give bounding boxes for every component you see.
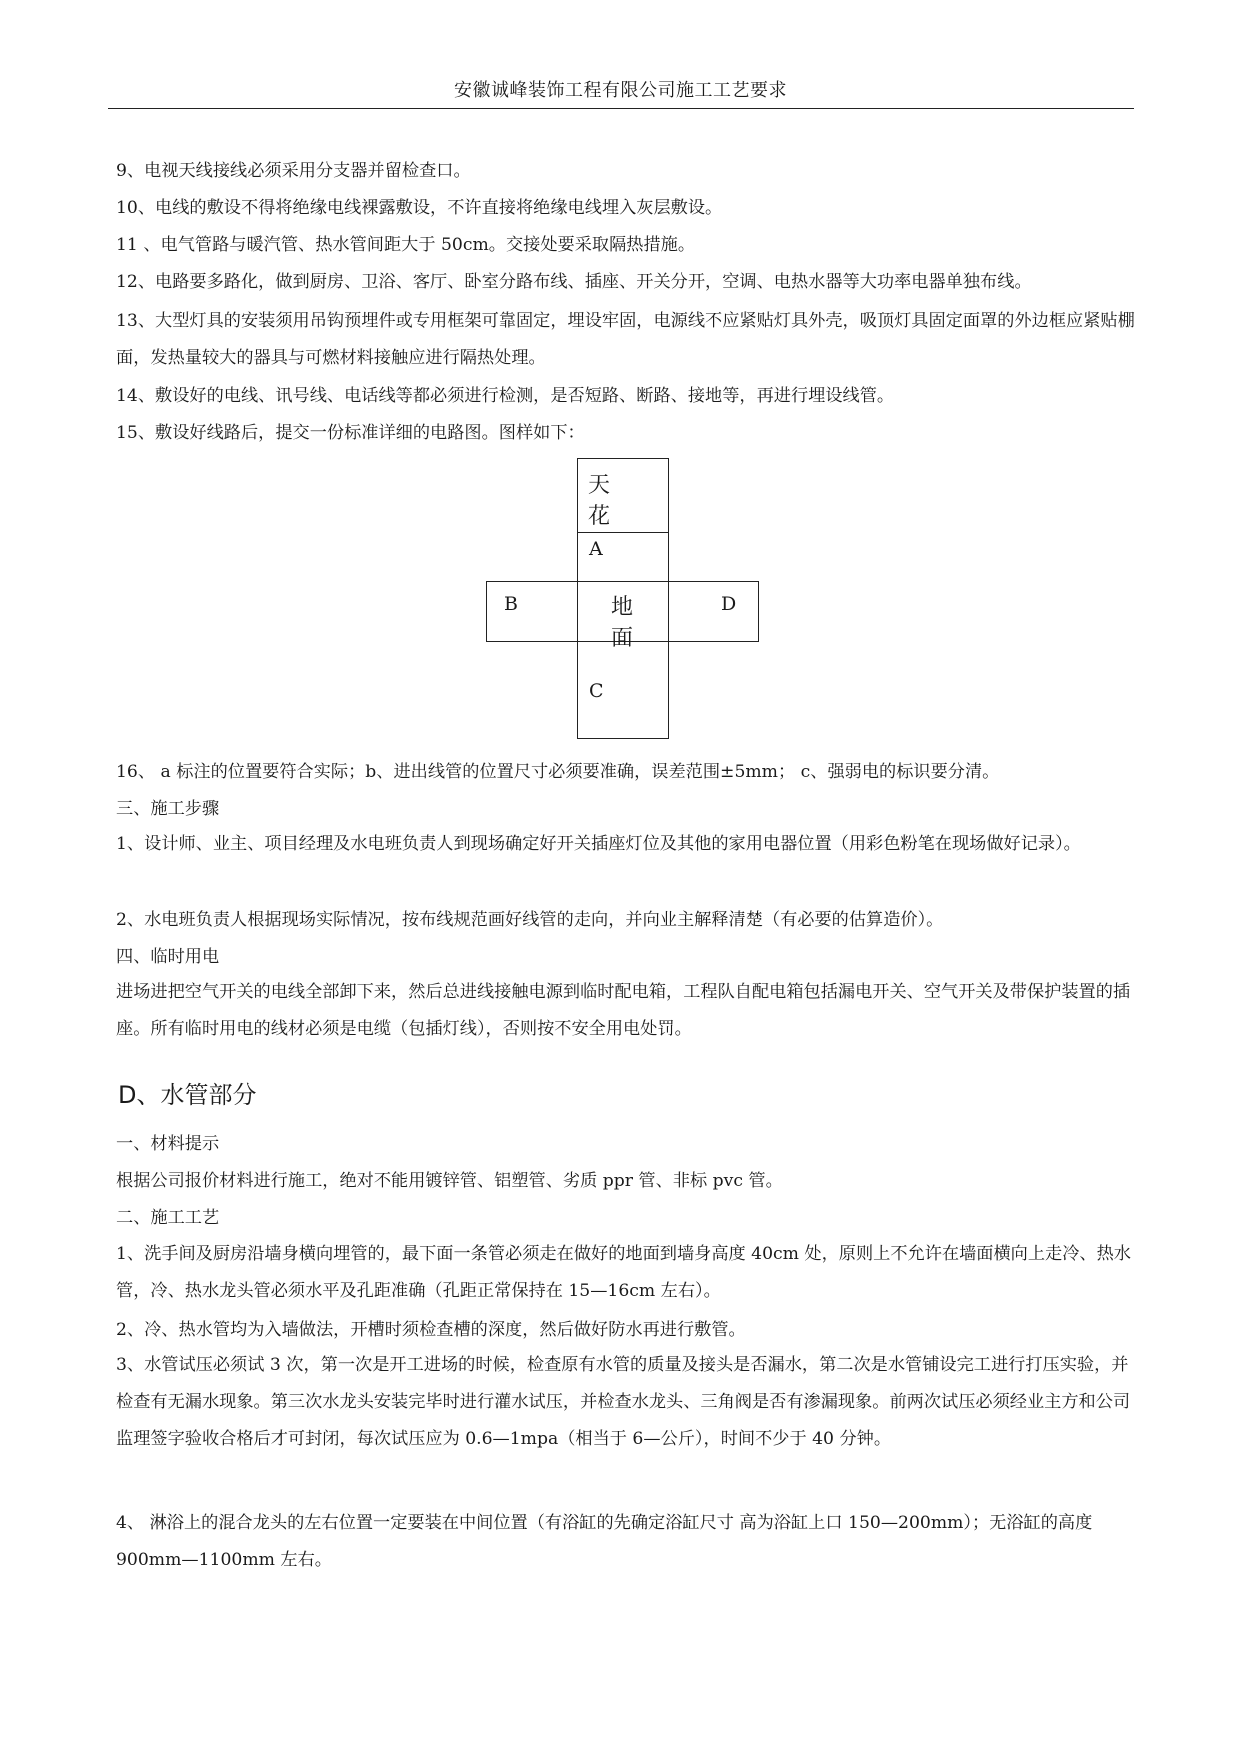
section-construction-steps-title: 三、施工步骤: [116, 799, 220, 819]
step-1: 1、设计师、业主、项目经理及水电班负责人到现场确定好开关插座灯位及其他的家用电器位置（用彩色粉笔在现场做好记录）。: [116, 834, 1081, 854]
water-item-1: 1、洗手间及厨房沿墙身横向埋管的，最下面一条管必须走在做好的地面到墙身高度 40cm 处，原则上不允许在墙面横向上走冷、热水管，冷、热水龙头管必须水平及孔距准确（孔距正常保持在 15—16cm 左右）。: [116, 1244, 1131, 1301]
item-15: 15、敷设好线路后，提交一份标准详细的电路图。图样如下：: [116, 423, 585, 443]
water-item-4: 4、 淋浴上的混合龙头的左右位置一定要装在中间位置（有浴缸的先确定浴缸尺寸 高为浴缸上口 150—200mm）；无浴缸的高度 900mm—1100mm 左右。: [116, 1513, 1093, 1570]
diagram-label-floor: 地面: [611, 595, 634, 651]
diagram-label-b: B: [504, 593, 518, 615]
item-12: 12、电路要多路化，做到厨房、卫浴、客厅、卧室分路布线、插座、开关分开，空调、电热水器等大功率电器单独布线。: [116, 272, 1032, 292]
item-10: 10、电线的敷设不得将绝缘电线裸露敷设，不许直接将绝缘电线埋入灰层敷设。: [116, 198, 723, 218]
materials-body: 根据公司报价材料进行施工，绝对不能用镀锌管、铝塑管、劣质 ppr 管、非标 pvc 管。: [116, 1171, 783, 1191]
item-9: 9、电视天线接线必须采用分支器并留检查口。: [116, 161, 471, 181]
temporary-power-body: 进场进把空气开关的电线全部卸下来，然后总进线接触电源到临时配电箱，工程队自配电箱包括漏电开关、空气开关及带保护装置的插座。所有临时用电的线材必须是电缆（包插灯线），否则按不安全用电处罚。: [116, 982, 1131, 1039]
water-item-2: 2、冷、热水管均为入墙做法，开槽时须检查槽的深度，然后做好防水再进行敷管。: [116, 1320, 746, 1340]
section-temporary-power-title: 四、临时用电: [116, 947, 220, 967]
item-16: 16、 a 标注的位置要符合实际；b、进出线管的位置尺寸必须要准确，误差范围±5mm； c、强弱电的标识要分清。: [116, 762, 1000, 782]
item-13: 13、大型灯具的安装须用吊钩预埋件或专用框架可靠固定，埋设牢固，电源线不应紧贴灯具外壳，吸顶灯具固定面罩的外边框应紧贴棚面，发热量较大的器具与可燃材料接触应进行隔热处理。: [116, 311, 1135, 368]
section-d-water-pipes-heading: D、水管部分: [118, 1081, 257, 1109]
header-rule: [108, 108, 1134, 109]
item-14: 14、敷设好的电线、讯号线、电话线等都必须进行检测，是否短路、断路、接地等，再进行埋设线管。: [116, 386, 895, 406]
diagram-label-ceiling: 天花: [588, 473, 611, 529]
diagram-label-a: A: [589, 538, 603, 560]
page-header-title: 安徽诚峰装饰工程有限公司施工工艺要求: [454, 80, 787, 101]
step-2: 2、水电班负责人根据现场实际情况，按布线规范画好线管的走向，并向业主解释清楚（有必要的估算造价）。: [116, 910, 944, 930]
item-11: 11 、电气管路与暖汽管、热水管间距大于 50cm。交接处要采取隔热措施。: [116, 235, 696, 255]
diagram-label-c: C: [589, 680, 604, 702]
diagram-label-d: D: [721, 593, 737, 615]
materials-title: 一、材料提示: [116, 1134, 220, 1154]
water-item-3: 3、水管试压必须试 3 次，第一次是开工进场的时候，检查原有水管的质量及接头是否漏水，第二次是水管铺设完工进行打压实验，并检查有无漏水现象。第三次水龙头安装完毕时进行灌水试压，并检查水龙头、三角阀是否有渗漏现象。前两次试压必须经业主方和公司监理签字验收合格后才可封闭，每次试压应为 0.6—1mpa（相当于 6—公斤），时间不少于 40 分钟。: [116, 1355, 1131, 1449]
construction-process-title: 二、施工工艺: [116, 1208, 220, 1228]
